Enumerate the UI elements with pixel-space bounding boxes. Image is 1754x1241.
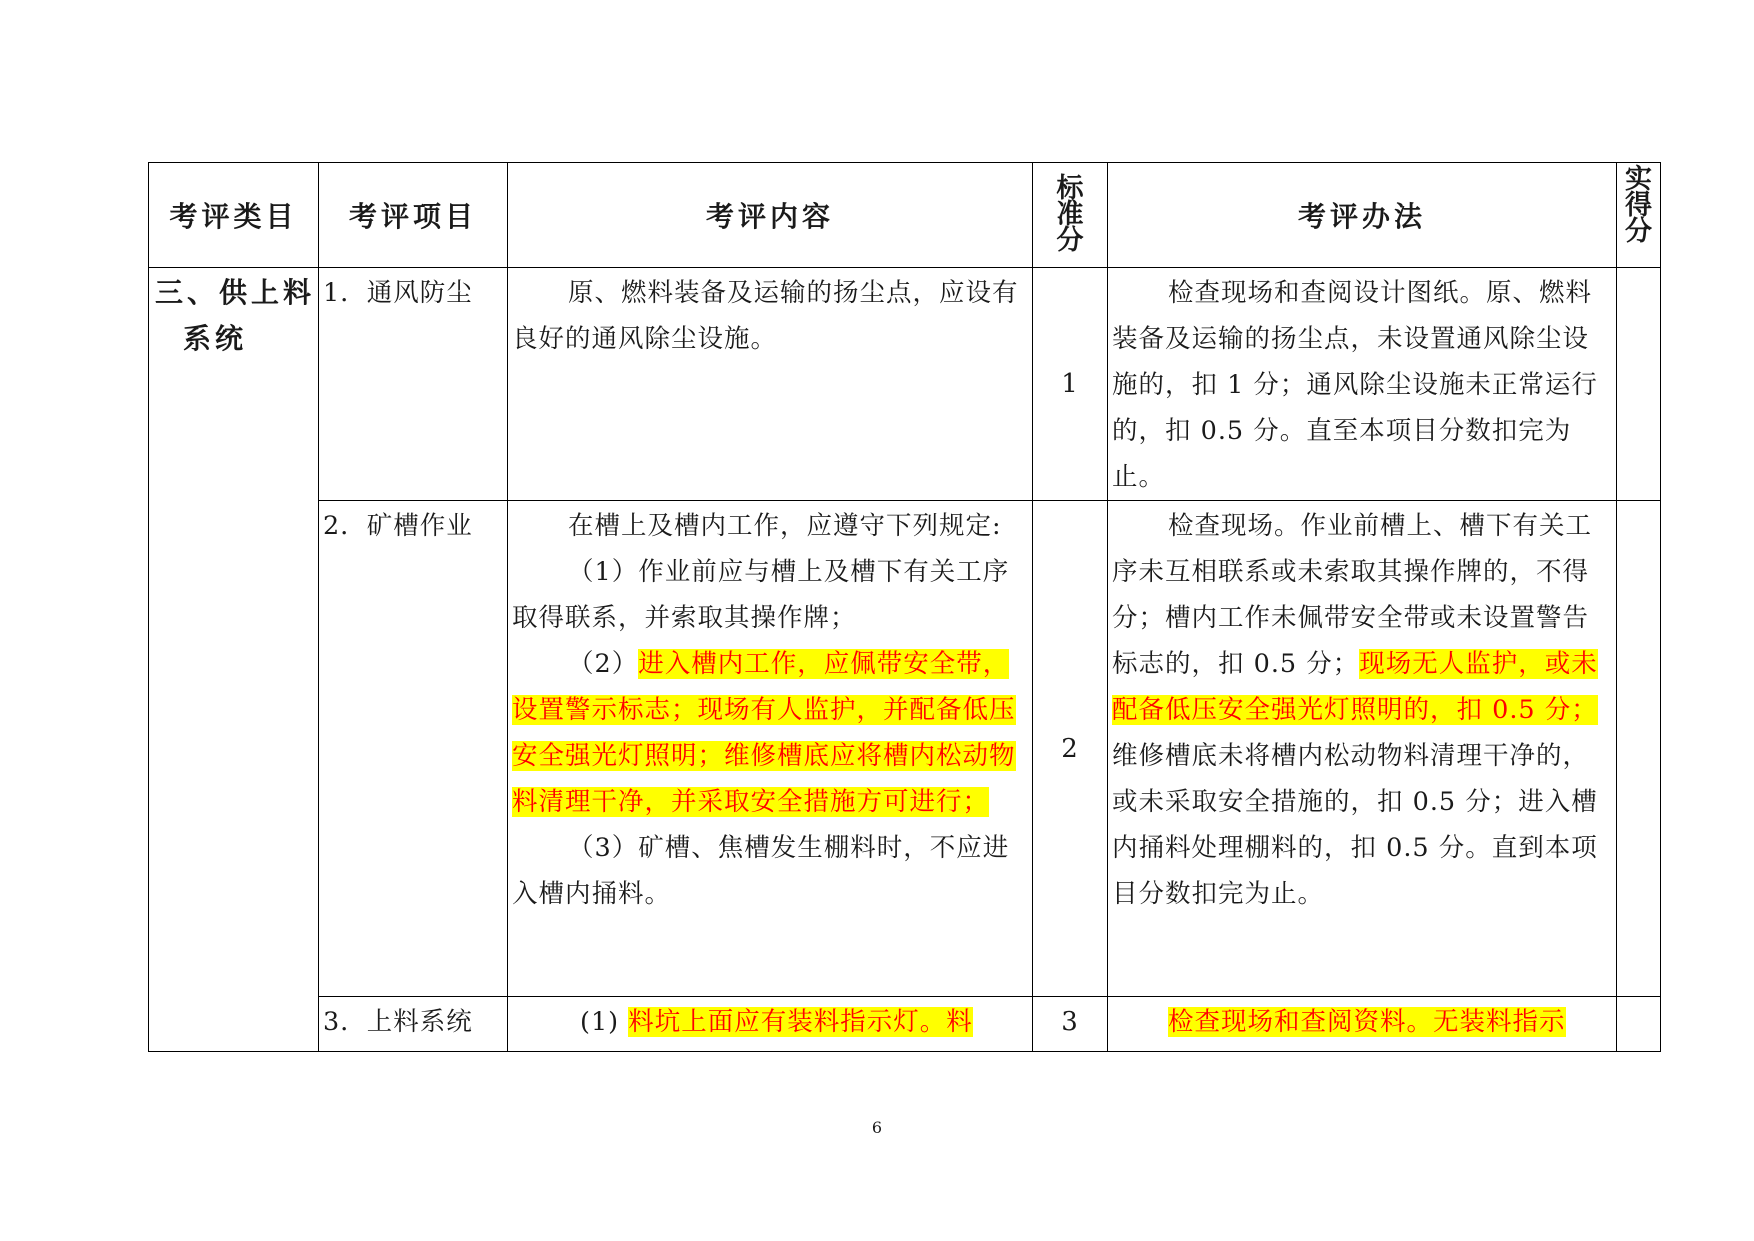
table-row bbox=[149, 501, 1661, 997]
score-cell: 1 bbox=[1033, 268, 1108, 501]
assessment-table-container bbox=[148, 162, 1661, 1052]
table-row bbox=[149, 268, 1661, 501]
content-cell bbox=[508, 501, 1033, 997]
item-cell: 1．通风防尘 bbox=[319, 268, 508, 501]
method-cell bbox=[1108, 997, 1617, 1052]
method-cell bbox=[1108, 268, 1617, 501]
method-text: 检查现场和查阅设计图纸。原、燃料装备及运输的扬尘点，未设置通风除尘设施的，扣 1 分；通风除尘设施未正常运行的，扣 0.5 分。直至本项目分数扣完为止。 bbox=[1112, 278, 1598, 492]
category-cell bbox=[149, 268, 319, 1052]
content-highlight: 料坑上面应有装料指示灯。料 bbox=[628, 1007, 973, 1037]
method-text bbox=[1112, 503, 1612, 917]
content-item-2 bbox=[512, 641, 1028, 825]
category-line2: 系统 bbox=[183, 322, 248, 355]
method-cell bbox=[1108, 501, 1617, 997]
assessment-table bbox=[148, 162, 1661, 1052]
header-actual-score-text: 实得分 bbox=[1625, 164, 1652, 247]
table-row bbox=[149, 997, 1661, 1052]
category-line1: 三、供上料 bbox=[155, 276, 316, 309]
item-cell: 3．上料系统 bbox=[319, 997, 508, 1052]
content-item-3: （3）矿槽、焦槽发生棚料时，不应进入槽内捅料。 bbox=[512, 833, 1010, 909]
item-cell: 2．矿槽作业 bbox=[319, 501, 508, 997]
content-item-2-highlight: 进入槽内工作，应佩带安全带，设置警示标志；现场有人监护，并配备低压安全强光灯照明；维修槽底应将槽内松动物料清理干净，并采取安全措施方可进行； bbox=[512, 649, 1016, 817]
page-number: 6 bbox=[871, 1118, 883, 1137]
content-intro: 在槽上及槽内工作，应遵守下列规定: bbox=[568, 511, 1002, 541]
header-method: 考评办法 bbox=[1108, 163, 1617, 268]
method-part1: 检查现场。作业前槽上、槽下有关工序未互相联系或未索取其操作牌的，不得分；槽内工作未佩带安全带或未设置警告标志的，扣 0.5 分； bbox=[1112, 511, 1593, 679]
header-actual-score bbox=[1617, 163, 1661, 268]
header-category: 考评类目 bbox=[149, 163, 319, 268]
actual-score-cell bbox=[1617, 268, 1661, 501]
method-highlight: 检查现场和查阅资料。无装料指示 bbox=[1168, 1007, 1566, 1037]
content-cell bbox=[508, 268, 1033, 501]
actual-score-cell bbox=[1617, 997, 1661, 1052]
header-item: 考评项目 bbox=[319, 163, 508, 268]
content-cell bbox=[508, 997, 1033, 1052]
header-content: 考评内容 bbox=[508, 163, 1033, 268]
actual-score-cell bbox=[1617, 501, 1661, 997]
header-standard-score bbox=[1033, 163, 1108, 268]
content-item-1: （1）作业前应与槽上及槽下有关工序取得联系，并索取其操作牌； bbox=[512, 557, 1010, 633]
method-text bbox=[1112, 999, 1612, 1045]
content-text bbox=[512, 999, 1028, 1045]
method-part2: 维修槽底未将槽内松动物料清理干净的，或未采取安全措施的，扣 0.5 分；进入槽内捅料处理棚料的，扣 0.5 分。直到本项目分数扣完为止。 bbox=[1112, 741, 1598, 909]
content-item-2-prefix: （2） bbox=[568, 649, 639, 679]
content-prefix: (1) bbox=[580, 1007, 629, 1037]
score-cell: 2 bbox=[1033, 501, 1108, 997]
content-text: 原、燃料装备及运输的扬尘点，应设有良好的通风除尘设施。 bbox=[512, 278, 1019, 354]
method-highlight: 现场无人监护，或未配备低压安全强光灯照明的，扣 0.5 分； bbox=[1112, 649, 1598, 725]
header-standard-score-text: 标准分 bbox=[1056, 173, 1084, 256]
table-header-row bbox=[149, 163, 1661, 268]
score-cell: 3 bbox=[1033, 997, 1108, 1052]
